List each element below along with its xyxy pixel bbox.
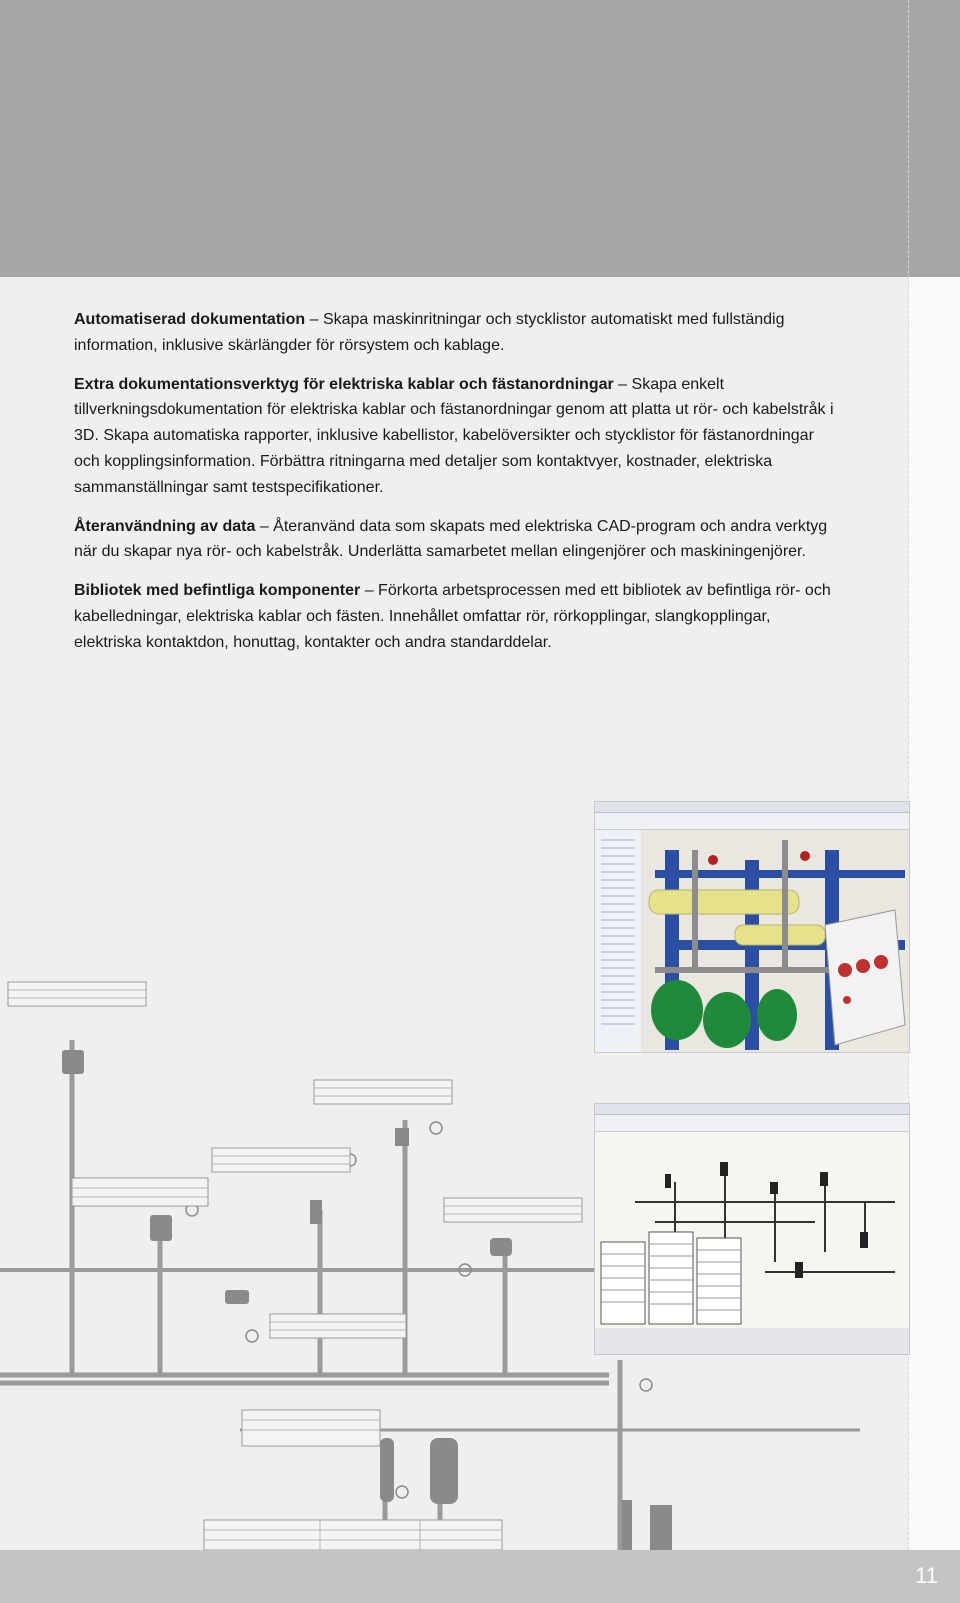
- paragraph-body: Återanvänd data som skapats med elektriska CAD-program och andra verktyg när du skapar nya rör- och kabelstråk. Underlätta samarbetet mellan elingenjörer och maskiningenjörer.: [74, 517, 828, 561]
- paragraph-body: Skapa enkelt tillverkningsdokumentation för elektriska kablar och fästanordningar genom att platta ut rör- och kabelstråk i 3D. Skapa automatiska rapporter, inklusive kabellistor, kabelöversikter och stycklistor för fästanordningar och kopplingsinformation. Förbättra ritningarna med detaljer som kontaktvyer, kostnader, elektriska sammanställningar samt testspecifikationer.: [74, 375, 834, 496]
- cad-schematic-screenshot: [594, 1103, 910, 1355]
- paragraph-heading: Återanvändning av data: [74, 517, 256, 535]
- schematic-viewport: [595, 1132, 909, 1355]
- paragraph-body: Förkorta arbetsprocessen med ett bibliotek av befintliga rör- och kabelledningar, elektriska kablar och fästen. Innehållet omfattar rör, rörkopplingar, slangkopplingar, elektriska kontaktdon, honuttag, kontakter och andra standarddelar.: [74, 582, 831, 651]
- paragraph-data-reuse: Återanvändning av data – Återanvänd data som skapats med elektriska CAD-program och andra verktyg när du skapar nya rör- och kabelstråk. Underlätta samarbetet mellan elingenjörer och maskiningenjörer.: [74, 517, 828, 561]
- paragraph-extra-tools: Extra dokumentationsverktyg för elektriska kablar och fästanordningar – Skapa enkelt tillverkningsdokumentation för elektriska kablar och fästanordningar genom att platta ut rör- och kabelstråk i 3D. Skapa automatiska rapporter, inklusive kabellistor, kabelöversikter och stycklistor för fästanordningar och kopplingsinformation. Förbättra ritningarna med detaljer som kontaktvyer, kostnader, elektriska sammanställningar samt testspecifikationer.: [74, 375, 834, 496]
- footer-band: [0, 1550, 960, 1603]
- toolbar-ribbon: [595, 1115, 909, 1132]
- paragraph-heading: Automatiserad dokumentation: [74, 311, 306, 328]
- margin-strip: [909, 277, 960, 1550]
- toolbar-ribbon: [595, 813, 909, 830]
- cad-3d-screenshot: [594, 801, 910, 1053]
- paragraph-component-library: Bibliotek med befintliga komponenter – Förkorta arbetsprocessen med ett bibliotek av befintliga rör- och kabelledningar, elektriska kablar och fästen. Innehållet omfattar rör, rörkopplingar, slangkopplingar, elektriska kontaktdon, honuttag, kontakter och andra standarddelar.: [74, 582, 831, 651]
- paragraph-heading: Bibliotek med befintliga komponenter: [74, 582, 361, 600]
- header-band: [0, 0, 960, 277]
- paragraph-automated-docs: Automatiserad dokumentation – Skapa maskinritningar och stycklistor automatiskt med fullständig information, inklusive skärlängder för rörsystem och kablage.: [74, 311, 785, 354]
- body-text: [74, 307, 834, 669]
- paragraph-body: Skapa maskinritningar och stycklistor automatiskt med fullständig information, inklusive skärlängder för rörsystem och kablage.: [74, 311, 785, 354]
- window-titlebar: [595, 802, 909, 813]
- cad-3d-viewport: [595, 830, 909, 1053]
- page-number: 11: [915, 1563, 938, 1588]
- paragraph-heading: Extra dokumentationsverktyg för elektriska kablar och fästanordningar: [74, 375, 614, 393]
- window-titlebar: [595, 1104, 909, 1115]
